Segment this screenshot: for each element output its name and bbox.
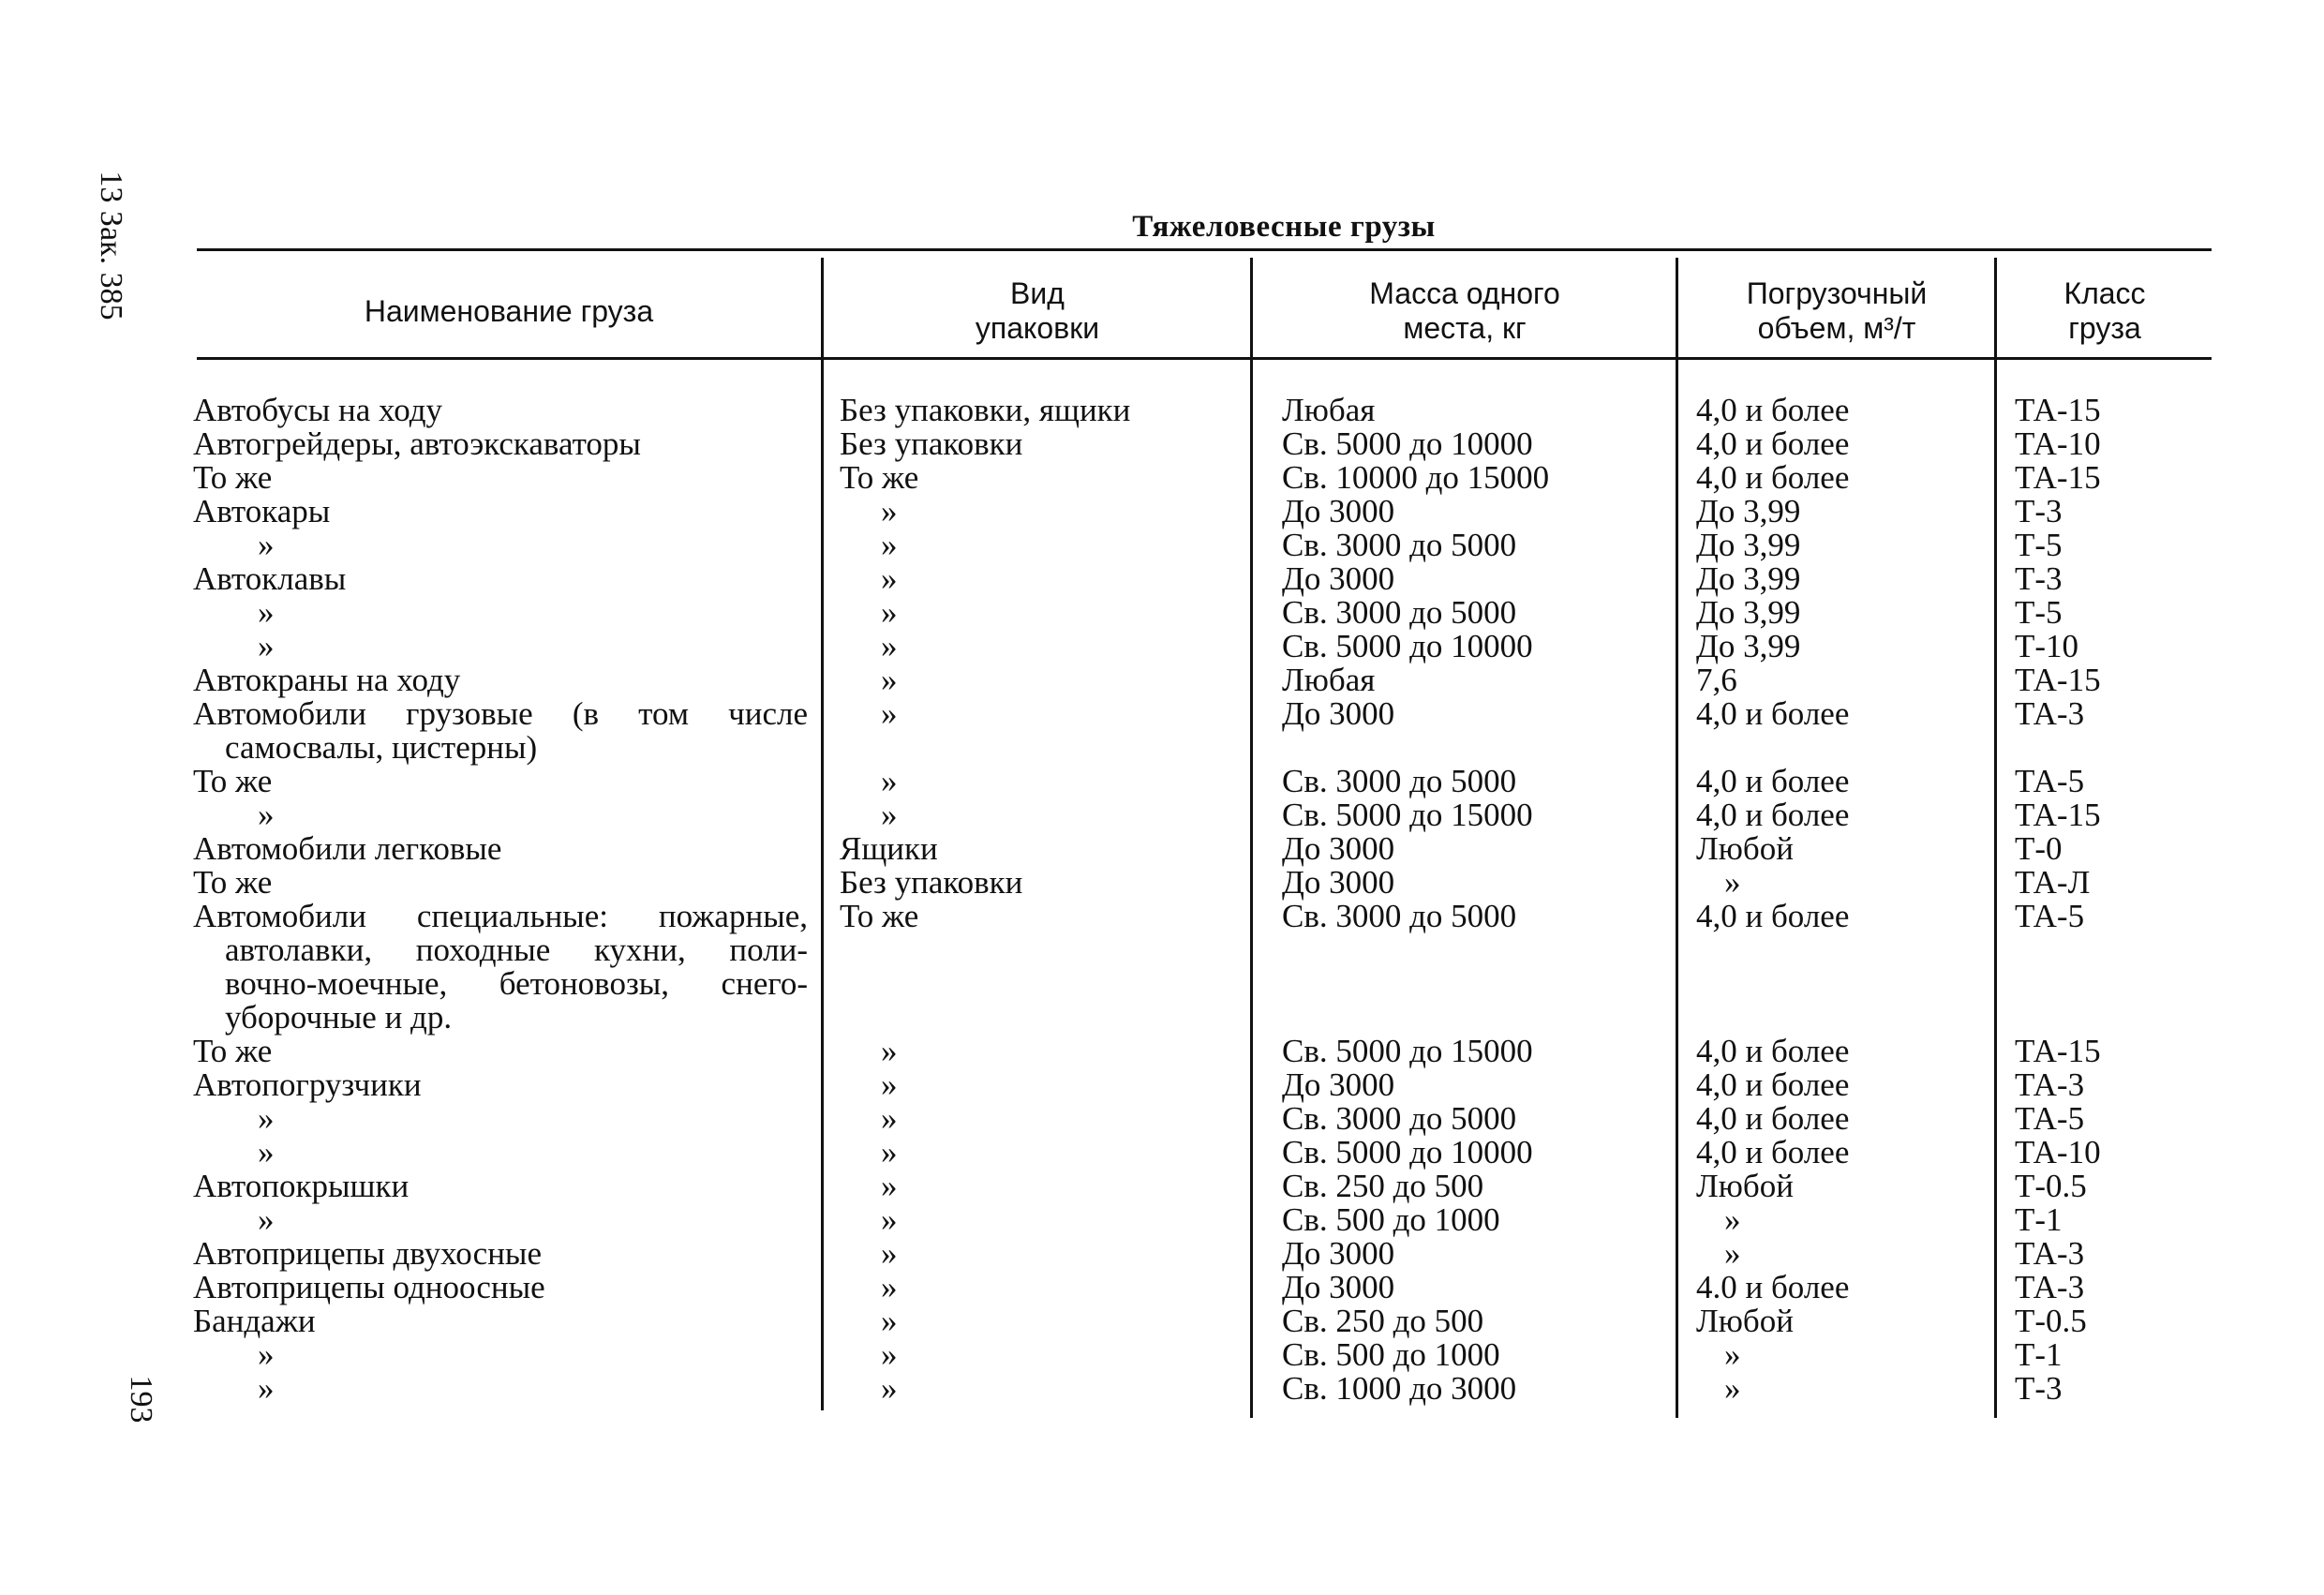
table-title: Тяжеловесные грузы: [1132, 210, 1436, 244]
class-cell: ТА-5: [2015, 898, 2085, 934]
volume-cell: »: [1724, 1235, 1741, 1272]
volume-cell: Любой: [1696, 1303, 1794, 1339]
cargo-name-cell: »: [258, 628, 275, 664]
mass-cell: До 3000: [1282, 1269, 1395, 1305]
package-cell: »: [881, 560, 898, 597]
package-cell: »: [881, 1033, 898, 1069]
mass-cell: До 3000: [1282, 1235, 1395, 1272]
class-cell: ТА-10: [2015, 425, 2101, 462]
class-cell: Т-5: [2015, 594, 2063, 631]
cargo-name-cell: Автоприцепы одноосные: [193, 1269, 545, 1305]
volume-cell: »: [1724, 1370, 1741, 1407]
volume-cell: 4,0 и более: [1696, 695, 1850, 732]
cargo-name-line: уборочные и др.: [225, 999, 453, 1036]
column-divider: [821, 258, 824, 1410]
cargo-name-cell: »: [258, 1201, 275, 1238]
cargo-name-cell: Автомобили легковые: [193, 830, 502, 867]
cargo-name-cell: [193, 900, 808, 1035]
volume-cell: 4,0 и более: [1696, 763, 1850, 799]
class-cell: Т-0.5: [2015, 1303, 2087, 1339]
page-margin-note: 13 Зак. 385: [94, 171, 128, 320]
class-cell: ТА-15: [2015, 1033, 2101, 1069]
volume-cell: 4,0 и более: [1696, 459, 1850, 496]
class-cell: Т-0: [2015, 830, 2063, 867]
package-cell: »: [881, 662, 898, 698]
mass-cell: Св. 5000 до 15000: [1282, 1033, 1533, 1069]
package-cell: »: [881, 1066, 898, 1103]
mass-cell: Любая: [1282, 662, 1376, 698]
cargo-name-cell: Автопокрышки: [193, 1168, 410, 1204]
volume-cell: 4,0 и более: [1696, 1134, 1850, 1170]
package-cell: Без упаковки: [840, 425, 1023, 462]
volume-cell: »: [1724, 1336, 1741, 1373]
package-cell: »: [881, 1168, 898, 1204]
package-cell: Ящики: [840, 830, 938, 867]
cargo-name-cell: Бандажи: [193, 1303, 316, 1339]
mass-cell: До 3000: [1282, 560, 1395, 597]
package-cell: Без упаковки: [840, 864, 1023, 901]
class-cell: Т-3: [2015, 493, 2063, 529]
mass-cell: Св. 1000 до 3000: [1282, 1370, 1517, 1407]
cargo-name-cell: То же: [193, 763, 273, 799]
class-cell: ТА-10: [2015, 1134, 2101, 1170]
mass-cell: Св. 500 до 1000: [1282, 1336, 1500, 1373]
column-divider: [1994, 258, 1997, 1418]
volume-cell: 4,0 и более: [1696, 392, 1850, 428]
mass-cell: Св. 3000 до 5000: [1282, 594, 1517, 631]
header-bottom-rule: [197, 357, 2212, 360]
volume-cell: 4,0 и более: [1696, 1033, 1850, 1069]
cargo-name-cell: Автогрейдеры, автоэкскаваторы: [193, 425, 641, 462]
mass-cell: Св. 3000 до 5000: [1282, 527, 1517, 563]
cargo-name-cell: Автокраны на ходу: [193, 662, 461, 698]
volume-cell: 4,0 и более: [1696, 1066, 1850, 1103]
mass-cell: Св. 5000 до 15000: [1282, 797, 1533, 833]
class-cell: Т-0.5: [2015, 1168, 2087, 1204]
class-cell: ТА-15: [2015, 797, 2101, 833]
package-cell: »: [881, 1336, 898, 1373]
mass-cell: До 3000: [1282, 864, 1395, 901]
package-cell: »: [881, 763, 898, 799]
volume-cell: 4.0 и более: [1696, 1269, 1850, 1305]
class-cell: ТА-3: [2015, 695, 2085, 732]
mass-cell: Св. 500 до 1000: [1282, 1201, 1500, 1238]
mass-cell: Св. 5000 до 10000: [1282, 425, 1533, 462]
mass-cell: Св. 3000 до 5000: [1282, 1100, 1517, 1137]
cargo-name-cell: »: [258, 797, 275, 833]
cargo-name-line: Автомобили грузовые (в том числе: [193, 695, 808, 732]
class-cell: ТА-3: [2015, 1235, 2085, 1272]
volume-cell: 4,0 и более: [1696, 898, 1850, 934]
volume-cell: До 3,99: [1696, 594, 1801, 631]
cargo-name-cell: »: [258, 1370, 275, 1407]
cargo-name-cell: »: [258, 1134, 275, 1170]
package-cell: »: [881, 1100, 898, 1137]
volume-cell: До 3,99: [1696, 628, 1801, 664]
cargo-name-line: автолавки, походные кухни, поли-: [225, 932, 808, 968]
column-divider: [1676, 258, 1678, 1418]
package-cell: »: [881, 695, 898, 732]
volume-cell: До 3,99: [1696, 560, 1801, 597]
table-top-rule: [197, 248, 2212, 251]
cargo-name-line: Автомобили специальные: пожарные,: [193, 898, 808, 934]
volume-cell: 7,6: [1696, 662, 1737, 698]
cargo-name-cell: То же: [193, 459, 273, 496]
class-cell: Т-10: [2015, 628, 2079, 664]
package-cell: »: [881, 1235, 898, 1272]
mass-cell: До 3000: [1282, 1066, 1395, 1103]
cargo-name-line: вочно-моечные, бетоновозы, снего-: [225, 965, 808, 1002]
package-cell: »: [881, 1269, 898, 1305]
mass-cell: До 3000: [1282, 493, 1395, 529]
header-class: Класс груза: [2063, 276, 2146, 345]
package-cell: »: [881, 527, 898, 563]
volume-cell: 4,0 и более: [1696, 797, 1850, 833]
header-volume: Погрузочный объем, м³/т: [1746, 276, 1928, 345]
mass-cell: Св. 10000 до 15000: [1282, 459, 1550, 496]
mass-cell: Любая: [1282, 392, 1376, 428]
cargo-name-cell: Автоприцепы двухосные: [193, 1235, 542, 1272]
mass-cell: Св. 5000 до 10000: [1282, 1134, 1533, 1170]
class-cell: Т-3: [2015, 560, 2063, 597]
cargo-name-cell: Автокары: [193, 493, 331, 529]
cargo-name-cell: [193, 697, 808, 765]
cargo-name-cell: »: [258, 1100, 275, 1137]
mass-cell: До 3000: [1282, 695, 1395, 732]
column-divider: [1250, 258, 1253, 1418]
cargo-name-cell: То же: [193, 1033, 273, 1069]
volume-cell: »: [1724, 864, 1741, 901]
cargo-name-cell: Автобусы на ходу: [193, 392, 443, 428]
cargo-name-cell: »: [258, 594, 275, 631]
mass-cell: Св. 250 до 500: [1282, 1168, 1484, 1204]
class-cell: ТА-3: [2015, 1269, 2085, 1305]
class-cell: ТА-5: [2015, 1100, 2085, 1137]
package-cell: »: [881, 797, 898, 833]
class-cell: ТА-Л: [2015, 864, 2091, 901]
volume-cell: 4,0 и более: [1696, 425, 1850, 462]
package-cell: »: [881, 1134, 898, 1170]
cargo-name-cell: »: [258, 527, 275, 563]
volume-cell: 4,0 и более: [1696, 1100, 1850, 1137]
class-cell: ТА-15: [2015, 459, 2101, 496]
class-cell: Т-5: [2015, 527, 2063, 563]
class-cell: Т-1: [2015, 1201, 2063, 1238]
package-cell: »: [881, 1303, 898, 1339]
package-cell: »: [881, 594, 898, 631]
class-cell: ТА-15: [2015, 662, 2101, 698]
volume-cell: До 3,99: [1696, 527, 1801, 563]
package-cell: »: [881, 1370, 898, 1407]
package-cell: Без упаковки, ящики: [840, 392, 1131, 428]
page-number: 193: [124, 1375, 158, 1424]
mass-cell: Св. 5000 до 10000: [1282, 628, 1533, 664]
header-package: Вид упаковки: [975, 276, 1100, 345]
volume-cell: »: [1724, 1201, 1741, 1238]
class-cell: ТА-5: [2015, 763, 2085, 799]
class-cell: ТА-15: [2015, 392, 2101, 428]
package-cell: »: [881, 1201, 898, 1238]
header-name: Наименование груза: [364, 293, 654, 328]
mass-cell: Св. 3000 до 5000: [1282, 763, 1517, 799]
mass-cell: До 3000: [1282, 830, 1395, 867]
cargo-name-line: самосвалы, цистерны): [225, 729, 538, 766]
package-cell: То же: [840, 898, 919, 934]
cargo-name-cell: »: [258, 1336, 275, 1373]
volume-cell: Любой: [1696, 830, 1794, 867]
mass-cell: Св. 3000 до 5000: [1282, 898, 1517, 934]
class-cell: ТА-3: [2015, 1066, 2085, 1103]
header-mass: Масса одного места, кг: [1369, 276, 1560, 345]
class-cell: Т-1: [2015, 1336, 2063, 1373]
cargo-name-cell: Автопогрузчики: [193, 1066, 422, 1103]
mass-cell: Св. 250 до 500: [1282, 1303, 1484, 1339]
class-cell: Т-3: [2015, 1370, 2063, 1407]
package-cell: »: [881, 493, 898, 529]
package-cell: »: [881, 628, 898, 664]
cargo-name-cell: Автоклавы: [193, 560, 347, 597]
volume-cell: До 3,99: [1696, 493, 1801, 529]
volume-cell: Любой: [1696, 1168, 1794, 1204]
cargo-name-cell: То же: [193, 864, 273, 901]
package-cell: То же: [840, 459, 919, 496]
